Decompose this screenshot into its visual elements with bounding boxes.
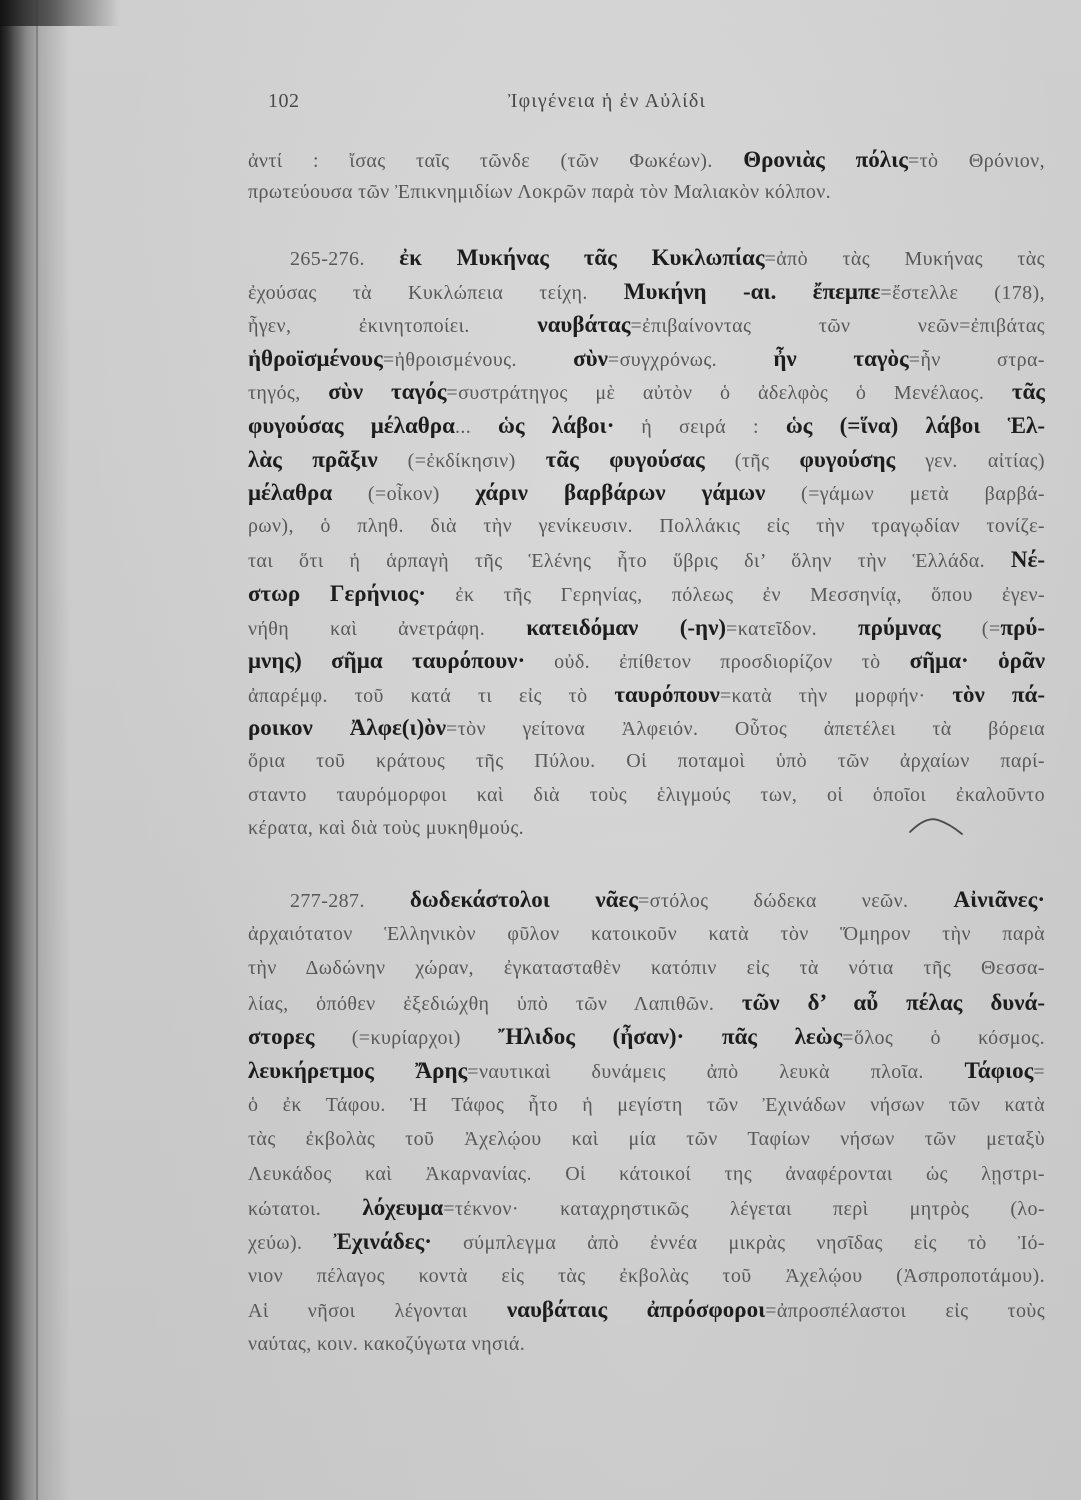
gloss-text: ...	[454, 415, 499, 438]
text-line	[248, 476, 1045, 510]
gloss-text: σύμπλεγμα ἀπὸ ἐννέα μικρὰς νησῖδας εἰς τὸ Ἰό-	[431, 1231, 1045, 1254]
lemma-term: φυγούσης	[799, 446, 896, 472]
text-line	[248, 510, 1045, 544]
gloss-text: οὐδ. ἐπίθετον προσδιορίζον τὸ	[525, 651, 910, 674]
gloss-text: Λευκάδος καὶ Ἀκαρνανίας. Οἱ κάτοικοί της ἀναφέρονται ὡς λῃστρι-	[248, 1162, 1045, 1185]
text-line	[248, 1259, 1045, 1293]
gloss-text: =ἔστελλε (178),	[880, 281, 1045, 304]
lemma-term: ὡς λάβοι·	[498, 412, 615, 438]
gloss-text: κέρατα, καὶ διὰ τοὺς μυκηθμούς.	[248, 817, 525, 840]
text-line	[248, 883, 1045, 917]
text-line	[248, 176, 1045, 208]
gloss-text: ἐκ τῆς Γερηνίας, πόλεως ἐν Μεσσηνίᾳ, ὅπου ἐγεν-	[425, 583, 1045, 606]
text-line	[248, 375, 1045, 409]
gloss-text: 277-287.	[290, 890, 410, 912]
lemma-term: λὰς πρᾶξιν	[248, 446, 378, 472]
lemma-term: ὡς (=ἵνα) λάβοι Ἑλ-	[785, 412, 1045, 438]
gloss-text: =στόλος δώδεκα νεῶν.	[637, 890, 954, 912]
text-line	[248, 1293, 1045, 1327]
lemma-term: Νέ-	[1010, 547, 1045, 573]
gloss-text: 265-276.	[290, 248, 400, 270]
text-line	[248, 917, 1045, 951]
gloss-text: ναύτας, κοιν. κακοζύγωτα νησιά.	[248, 1333, 526, 1356]
text-line	[248, 308, 1045, 342]
commentary-paragraph	[248, 144, 1045, 208]
text-line	[248, 144, 1045, 176]
text-line	[248, 986, 1045, 1020]
gloss-text: ἦγεν, ἐκινητοποίει.	[248, 315, 538, 338]
gloss-text: Αἱ νῆσοι λέγονται	[248, 1300, 507, 1323]
lemma-term: λευκήρετμος Ἄρης	[248, 1057, 468, 1083]
commentary-paragraph	[248, 241, 1045, 846]
lemma-term: μέλαθρα	[248, 480, 333, 506]
gloss-text: πρωτεύουσα τῶν Ἐπικνημιδίων Λοκρῶν παρὰ τὸν Μαλιακὸν κόλπον.	[248, 181, 832, 203]
lemma-term: σὺν ταγός	[328, 379, 447, 405]
binding-edge-line	[36, 0, 38, 1500]
page-corner-shadow	[0, 0, 120, 26]
text-line	[248, 644, 1045, 678]
lemma-term: ναυβάτας	[537, 312, 631, 338]
lemma-term: Ἤλιδος (ἦσαν)· πᾶς λεὼς	[498, 1023, 843, 1049]
lemma-term: Αἰνιᾶνες·	[953, 887, 1045, 912]
gloss-text: =τέκνον· καταχρηστικῶς λέγεται περὶ μητρὸς (λο-	[443, 1197, 1045, 1220]
gloss-text: (=κυρίαρχοι)	[314, 1026, 499, 1049]
gloss-text: (τῆς	[704, 449, 800, 472]
lemma-term: κατειδόμαν (-ην)	[526, 614, 727, 640]
gloss-text: ἀρχαιότατον Ἑλληνικὸν φῦλον κατοικοῦν κατὰ τὸν Ὅμηρον τὴν παρὰ	[248, 923, 1045, 946]
lemma-term: ροικον Ἀλφε(ι)ὸν	[248, 715, 447, 741]
text-line	[248, 241, 1045, 275]
lemma-term: Ἐχινάδες·	[333, 1228, 432, 1254]
text-line	[248, 443, 1045, 477]
text-line	[248, 1191, 1045, 1225]
text-line	[248, 409, 1045, 443]
lemma-term: πρύ-	[1000, 614, 1045, 640]
lemma-term: Μυκήνη -αι. ἔπεμπε	[623, 278, 881, 304]
gloss-text: ἀντί : ἴσας ταῖς τῶνδε (τῶν Φωκέων).	[248, 150, 744, 172]
gloss-text: ἐχούσας τὰ Κυκλώπεια τείχη.	[248, 281, 624, 304]
lemma-term: Θρονιὰς πόλις	[743, 147, 908, 172]
gloss-text: =ἠθροισμένους.	[382, 348, 574, 371]
gloss-text: =ἀπροσπέλαστοι εἰς τοὺς	[765, 1300, 1045, 1323]
lemma-term: ναυβάταις ἀπρόσφοροι	[506, 1297, 766, 1323]
gloss-text: γεν. αἰτίας)	[895, 449, 1045, 472]
gloss-text: τὰς ἐκβολὰς τοῦ Ἀχελῴου καὶ μία τῶν Ταφίων νήσων τῶν μεταξὺ	[248, 1128, 1045, 1151]
gloss-text: ὁ ἐκ Τάφου. Ἡ Τάφος ἦτο ἡ μεγίστη τῶν Ἐχινάδων νήσων τῶν κατὰ	[248, 1094, 1045, 1117]
lemma-term: πρύμνας	[858, 614, 941, 640]
text-line	[248, 1225, 1045, 1259]
text-line	[248, 779, 1045, 813]
gloss-text: =τὸν γείτονα Ἀλφειόν. Οὗτος ἀπετέλει τὰ βόρεια	[446, 718, 1045, 741]
gloss-text: (=γάμων μετὰ βαρβά-	[765, 483, 1045, 506]
lemma-term: χάριν βαρβάρων γάμων	[475, 480, 766, 506]
gloss-text: λίας, ὁπόθεν ἐξεδιώχθη ὑπὸ τῶν Λαπιθῶν.	[248, 992, 742, 1015]
lemma-term: σὺν	[573, 345, 608, 371]
gloss-text: ἡ σειρά :	[614, 415, 786, 438]
gloss-text: =συγχρόνως.	[607, 348, 774, 371]
gloss-text: χεύω).	[248, 1231, 334, 1254]
page-header	[0, 88, 1081, 114]
lemma-term: ταυρόπουν	[614, 681, 720, 707]
text-line	[248, 577, 1045, 611]
text-line	[248, 342, 1045, 376]
gloss-text: ρων), ὁ πληθ. διὰ τὴν γενίκευσιν. Πολλάκις εἰς τὴν τραγῳδίαν τονίζε-	[248, 514, 1045, 537]
gloss-text: =κατεῖδον.	[726, 617, 859, 640]
pencil-mark	[906, 812, 966, 838]
lemma-term: τᾶς	[1011, 379, 1045, 405]
lemma-term: ἡθροϊσμένους	[248, 345, 383, 371]
text-line	[248, 678, 1045, 712]
text-line	[248, 543, 1045, 577]
text-line	[248, 1327, 1045, 1361]
text-line	[248, 745, 1045, 779]
gloss-text: ται ὅτι ἡ ἁρπαγὴ τῆς Ἑλένης ἦτο ὕβρις δι’ ὅλην τὴν Ἑλλάδα.	[248, 550, 1011, 573]
gloss-text: ὅρια τοῦ κράτους τῆς Πύλου. Οἱ ποταμοὶ ὑπὸ τῶν ἀρχαίων παρί-	[248, 749, 1045, 772]
gloss-text: νιον πέλαγος κοντὰ εἰς τὰς ἐκβολὰς τοῦ Ἀχελῴου (Ἀσπροποτάμου).	[248, 1265, 1045, 1288]
gloss-text: =ἀπὸ τὰς Μυκήνας τὰς	[764, 248, 1045, 270]
lemma-term: σῆμα· ὁρᾶν	[909, 648, 1045, 674]
gloss-text: ἀπαρέμφ. τοῦ κατά τι εἰς τὸ	[248, 684, 615, 707]
gloss-text: =συστράτηγος μὲ αὐτὸν ὁ ἀδελφὸς ὁ Μενέλαος.	[446, 382, 1012, 405]
lemma-term: τᾶς φυγούσας	[545, 446, 705, 472]
commentary-paragraph	[248, 883, 1045, 1362]
gloss-text: =ἦν στρα-	[908, 348, 1045, 371]
gloss-text: =ὅλος ὁ κόσμος.	[842, 1026, 1045, 1049]
lemma-term: ἦν ταγὸς	[773, 345, 909, 371]
text-line	[248, 1122, 1045, 1156]
page-number: 102	[268, 90, 300, 112]
book-binding-shadow	[0, 0, 70, 1500]
lemma-term: στορες	[248, 1023, 315, 1049]
gloss-text: (=	[940, 617, 1001, 640]
gloss-text: =κατὰ τὴν μορφήν·	[719, 684, 953, 707]
text-line	[248, 1054, 1045, 1088]
lemma-term: μνης) σῆμα ταυρόπουν·	[248, 648, 526, 674]
gloss-text: τὴν Δωδώνην χώραν, ἐγκατασταθὲν κατόπιν εἰς τὰ νότια τῆς Θεσσα-	[248, 957, 1045, 980]
gloss-text: τηγός,	[248, 382, 329, 405]
gloss-text: =ναυτικαὶ δυνάμεις ἀπὸ λευκὰ πλοῖα.	[467, 1060, 965, 1083]
lemma-term: τὸν πά-	[952, 681, 1045, 707]
text-line	[248, 711, 1045, 745]
gloss-text: =τὸ Θρόνιον,	[907, 150, 1045, 172]
gloss-text: (=ἐκδίκησιν)	[377, 449, 546, 472]
gloss-text: νήθη καὶ ἀνετράφη.	[248, 617, 527, 640]
gloss-text: =ἐπιβαίνοντας τῶν νεῶν=ἐπιβάτας	[630, 315, 1045, 338]
text-line	[248, 611, 1045, 645]
lemma-term: δωδεκάστολοι νᾶες	[409, 887, 638, 912]
lemma-term: τῶν δ’ αὖ πέλας δυνά-	[741, 989, 1045, 1015]
gloss-text: κώτατοι.	[248, 1197, 363, 1220]
lemma-term: στωρ Γερήνιος·	[248, 580, 426, 606]
lemma-term: ἐκ Μυκήνας τᾶς Κυκλωπίας	[399, 245, 765, 270]
text-line	[248, 1020, 1045, 1054]
text-line	[248, 951, 1045, 985]
lemma-term: φυγούσας μέλαθρα	[248, 412, 455, 438]
lemma-term: Τάφιος	[964, 1057, 1034, 1083]
gloss-text: =	[1033, 1060, 1045, 1083]
running-title: Ἰφιγένεια ἡ ἐν Αὐλίδι	[508, 90, 707, 112]
text-line	[248, 275, 1045, 309]
gloss-text: σταντο ταυρόμορφοι καὶ διὰ τοὺς ἑλιγμούς των, οἱ ὁποῖοι ἐκαλοῦντο	[248, 783, 1045, 806]
lemma-term: λόχευμα	[362, 1194, 444, 1220]
gloss-text: (=οἶκον)	[332, 483, 476, 506]
text-line	[248, 1157, 1045, 1191]
text-line	[248, 1088, 1045, 1122]
